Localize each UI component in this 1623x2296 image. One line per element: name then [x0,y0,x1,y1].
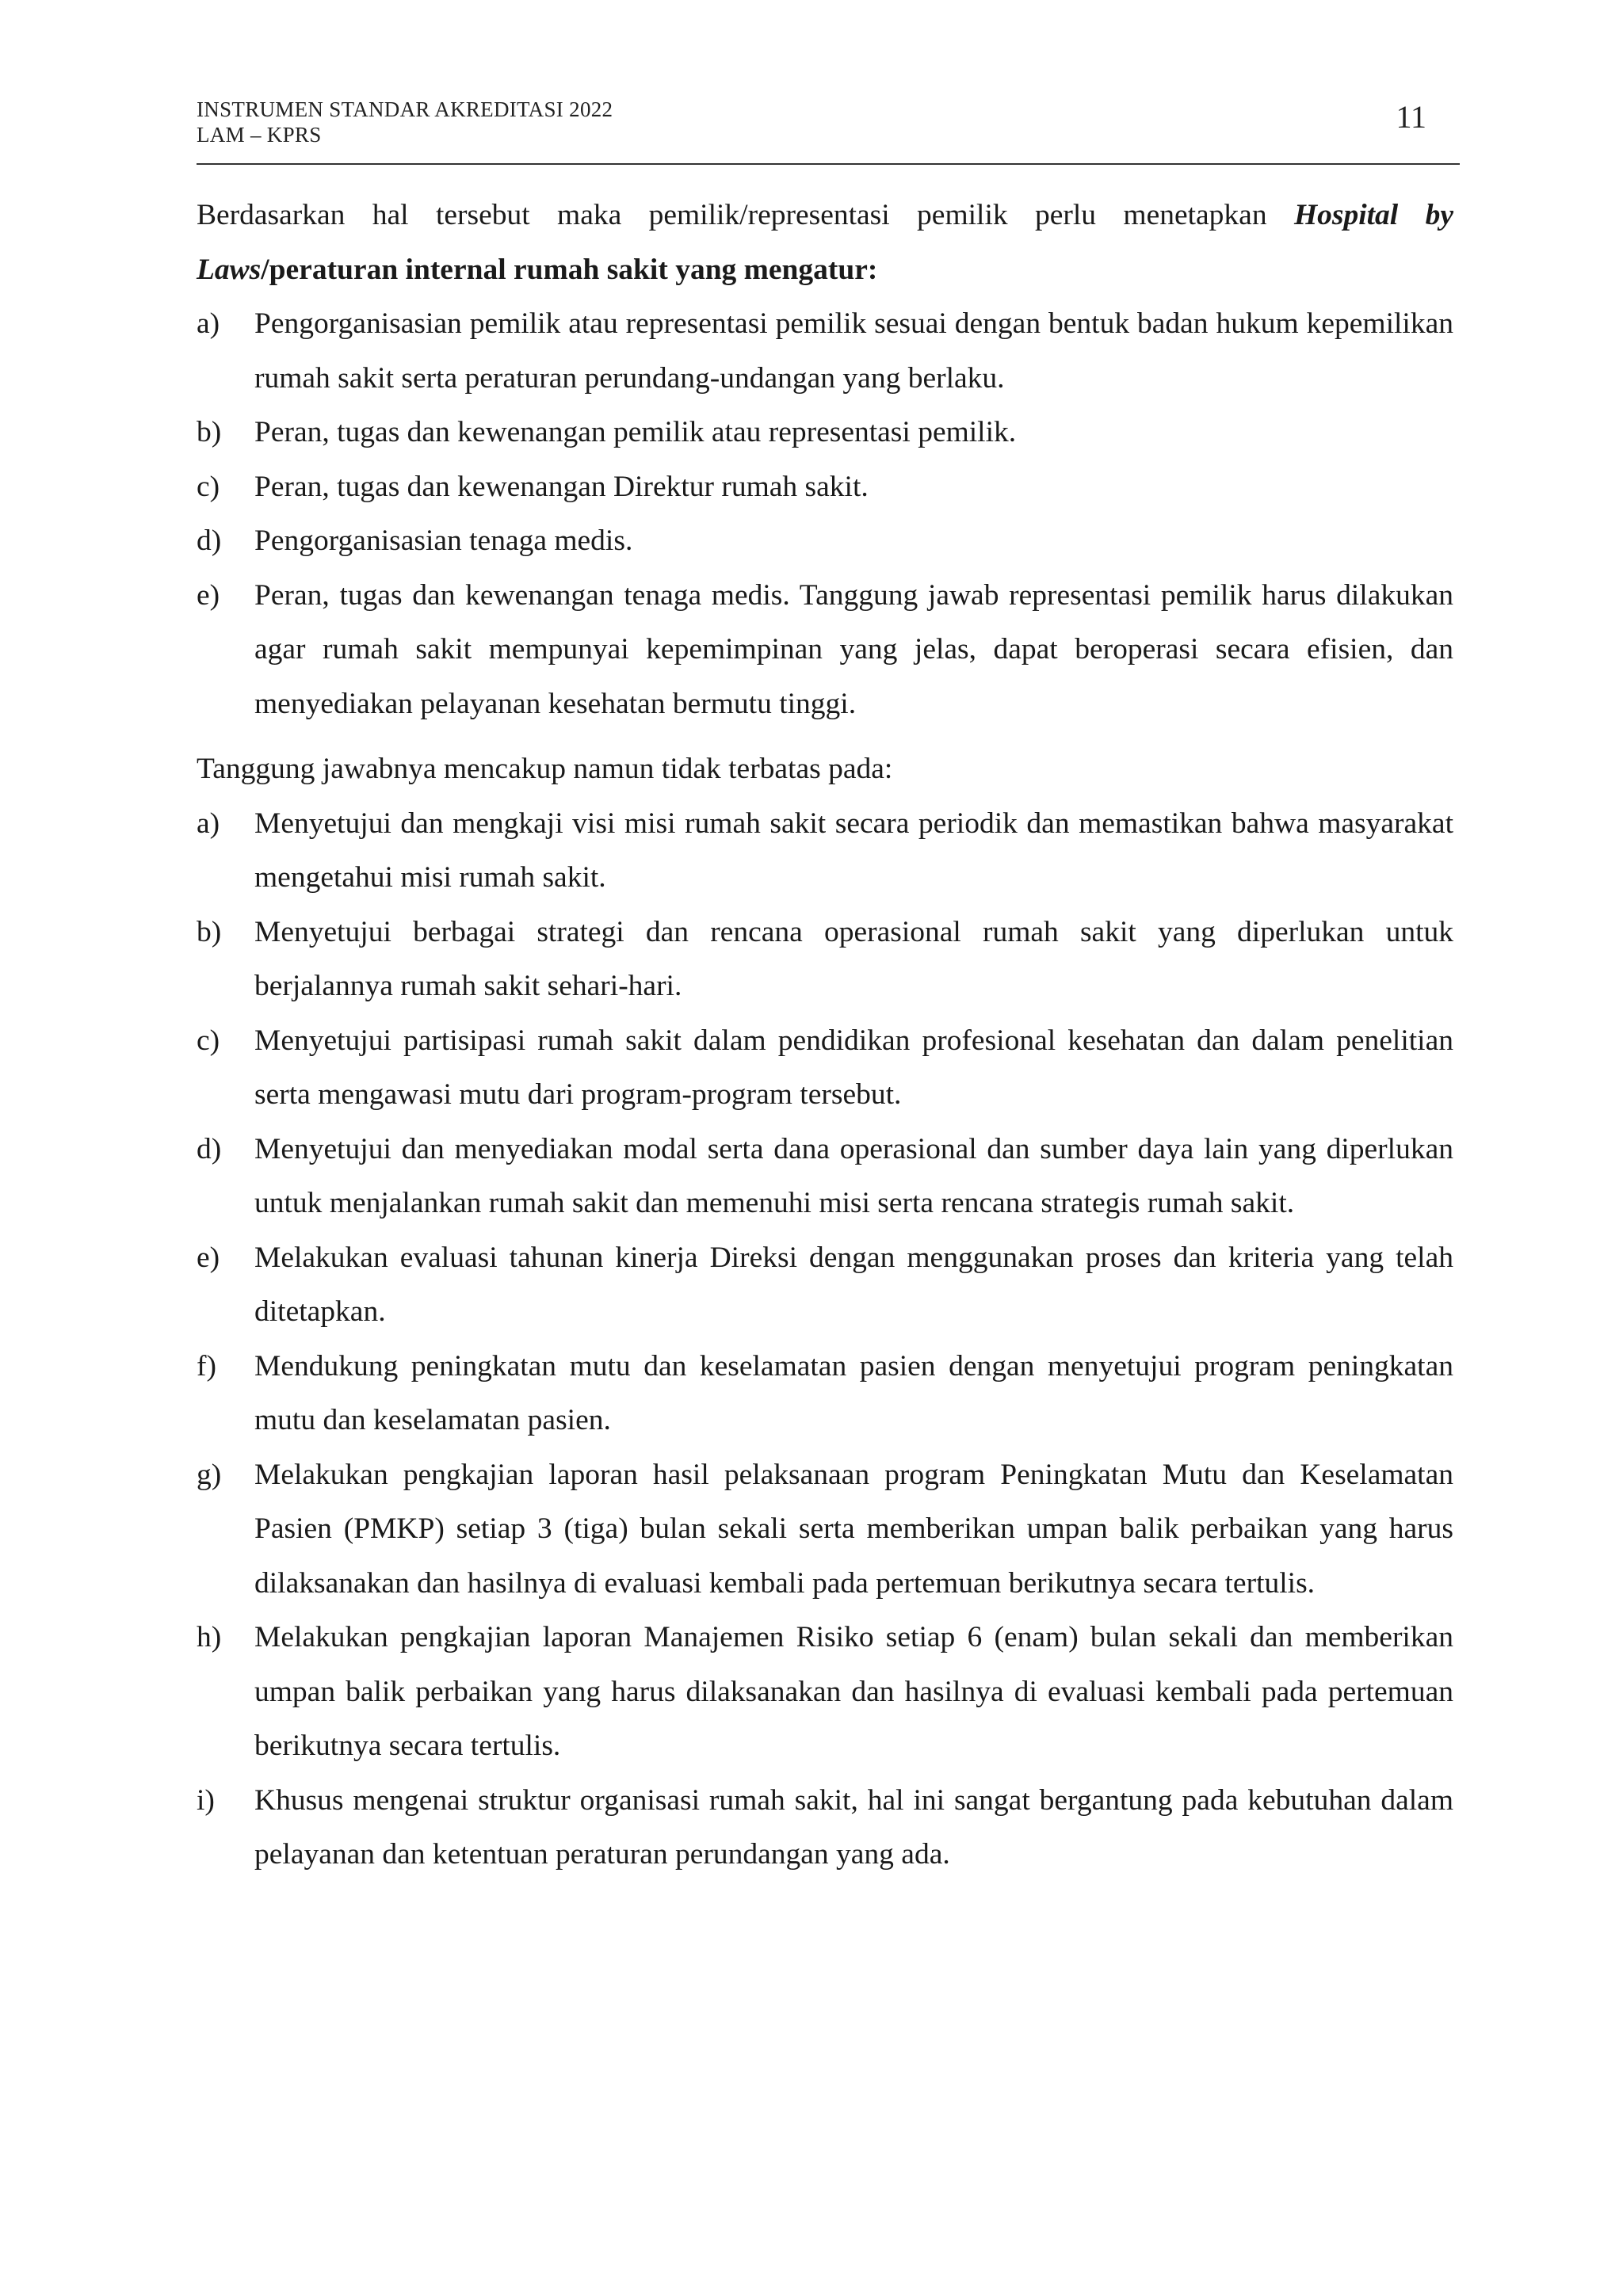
page-header [197,97,1460,165]
list-item-text: Menyetujui dan mengkaji visi misi rumah sakit secara periodik dan memastikan bahwa masyarakat mengetahui misi rumah sakit. [254,807,1453,894]
list-marker: a) [197,807,220,840]
header-title: INSTRUMEN STANDAR AKREDITASI 2022 [197,97,613,121]
list-marker: e) [197,578,220,612]
list-item [197,297,1453,406]
list-item [197,1448,1453,1611]
list-item-text: Peran, tugas dan kewenangan pemilik atau representasi pemilik. [254,416,1017,448]
list-marker: f) [197,1349,216,1383]
page-number: 11 [1396,99,1426,135]
list-item [197,797,1453,906]
list-marker: b) [197,416,222,448]
intro-paragraph [197,189,1453,297]
list-marker: c) [197,1024,220,1057]
list-marker: e) [197,1241,220,1274]
list-item [197,460,1453,515]
responsibility-intro: Tanggung jawabnya mencakup namun tidak terbatas pada: [197,753,893,785]
intro-emphasis-bold: /peraturan internal rumah sakit yang mengatur: [261,253,878,286]
list-marker: g) [197,1458,222,1491]
page-body [197,189,1453,1882]
list-item [197,514,1453,569]
list-item [197,906,1453,1014]
list-item-text: Mendukung peningkatan mutu dan keselamatan pasien dengan menyetujui program peningkatan mutu dan keselamatan pasien. [254,1349,1453,1436]
responsibility-list [197,797,1453,1882]
header-divider [197,163,1460,165]
list-item-text: Melakukan pengkajian laporan Manajemen Risiko setiap 6 (enam) bulan sekali dan memberikan umpan balik perbaikan yang harus dilaksanakan dan hasilnya di evaluasi kembali pada pertemuan berikutnya secara tertulis. [254,1621,1453,1762]
section-gap [197,731,1453,742]
header-subtitle: LAM – KPRS [197,123,322,147]
list-item [197,1611,1453,1774]
list-marker: c) [197,470,220,503]
list-item-text: Melakukan evaluasi tahunan kinerja Direksi dengan menggunakan proses dan kriteria yang telah ditetapkan. [254,1241,1453,1328]
list-item [197,1340,1453,1448]
list-item [197,1774,1453,1882]
list-item-text: Pengorganisasian tenaga medis. [254,524,633,557]
list-item [197,569,1453,732]
list-marker: b) [197,915,222,948]
list-marker: i) [197,1783,215,1817]
intro-emphasis-italic: Hospital by Laws [197,199,1453,286]
list-item-text: Khusus mengenai struktur organisasi rumah sakit, hal ini sangat bergantung pada kebutuhan dalam pelayanan dan ketentuan peraturan perundangan yang ada. [254,1783,1453,1871]
list-item-text: Peran, tugas dan kewenangan tenaga medis. Tanggung jawab representasi pemilik harus dilakukan agar rumah sakit mempunyai kepemimpinan yang jelas, dapat beroperasi secara efisien, dan menyediakan pelayanan kesehatan bermutu tinggi. [254,578,1453,720]
list-item [197,1231,1453,1340]
list-marker: h) [197,1621,222,1653]
list-item-text: Peran, tugas dan kewenangan Direktur rumah sakit. [254,470,869,503]
bylaws-list [197,297,1453,731]
list-marker: a) [197,307,220,340]
list-item [197,1123,1453,1231]
list-item-text: Menyetujui partisipasi rumah sakit dalam pendidikan profesional kesehatan dan dalam penelitian serta mengawasi mutu dari program-program tersebut. [254,1024,1453,1111]
list-marker: d) [197,1132,222,1165]
intro-text: Berdasarkan hal tersebut maka pemilik/representasi pemilik perlu menetapkan [197,199,1294,231]
list-item-text: Menyetujui dan menyediakan modal serta dana operasional dan sumber daya lain yang diperlukan untuk menjalankan rumah sakit dan memenuhi misi serta rencana strategis rumah sakit. [254,1132,1453,1219]
list-item-text: Pengorganisasian pemilik atau representasi pemilik sesuai dengan bentuk badan hukum kepemilikan rumah sakit serta peraturan perundang-undangan yang berlaku. [254,307,1453,395]
list-item-text: Menyetujui berbagai strategi dan rencana operasional rumah sakit yang diperlukan untuk berjalannya rumah sakit sehari-hari. [254,915,1453,1002]
list-item [197,1014,1453,1123]
list-item [197,406,1453,460]
list-marker: d) [197,524,222,557]
list-item-text: Melakukan pengkajian laporan hasil pelaksanaan program Peningkatan Mutu dan Keselamatan Pasien (PMKP) setiap 3 (tiga) bulan sekali serta memberikan umpan balik perbaikan yang harus dilaksanakan dan hasilnya di evaluasi kembali pada pertemuan berikutnya secara tertulis. [254,1458,1453,1600]
